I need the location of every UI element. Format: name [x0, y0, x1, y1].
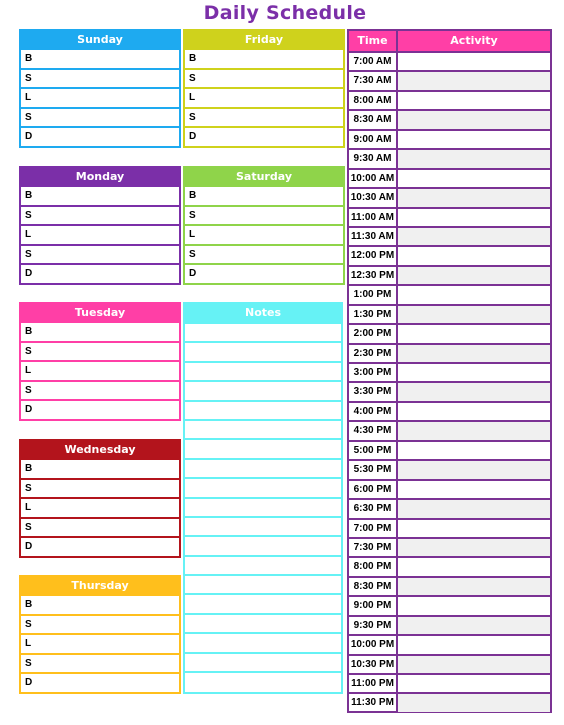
schedule-row — [349, 343, 550, 362]
activity-cell[interactable] — [398, 500, 550, 517]
meal-row-dinner[interactable]: D — [21, 126, 179, 146]
activity-cell[interactable] — [398, 92, 550, 109]
time-cell: 10:00 AM — [349, 170, 398, 187]
meal-row-snack[interactable]: S — [21, 380, 179, 400]
time-cell: 7:00 PM — [349, 520, 398, 537]
time-cell: 2:30 PM — [349, 345, 398, 362]
schedule-row — [349, 440, 550, 459]
meal-row-snack[interactable]: S — [21, 478, 179, 498]
schedule-row — [349, 615, 550, 634]
activity-cell[interactable] — [398, 383, 550, 400]
day-box-thursday — [19, 575, 181, 694]
notes-line[interactable] — [185, 438, 341, 457]
time-cell: 5:00 PM — [349, 442, 398, 459]
schedule-row — [349, 70, 550, 89]
meal-row-lunch[interactable]: L — [21, 360, 179, 380]
time-column-header: Time — [349, 31, 398, 51]
schedule-row — [349, 90, 550, 109]
schedule-row — [349, 51, 550, 70]
activity-cell[interactable] — [398, 228, 550, 245]
activity-cell[interactable] — [398, 461, 550, 478]
time-cell: 7:00 AM — [349, 53, 398, 70]
activity-cell[interactable] — [398, 247, 550, 264]
day-box-wednesday — [19, 439, 181, 558]
schedule-row — [349, 479, 550, 498]
time-cell: 12:00 PM — [349, 247, 398, 264]
schedule-table — [347, 29, 552, 713]
schedule-row — [349, 265, 550, 284]
time-cell: 3:30 PM — [349, 383, 398, 400]
meal-row-dinner[interactable]: D — [21, 536, 179, 556]
schedule-row — [349, 401, 550, 420]
notes-line[interactable] — [185, 419, 341, 438]
time-cell: 4:00 PM — [349, 403, 398, 420]
meal-row-breakfast[interactable]: B — [21, 321, 179, 341]
time-cell: 11:30 PM — [349, 694, 398, 711]
meal-row-dinner[interactable]: D — [21, 263, 179, 283]
activity-cell[interactable] — [398, 306, 550, 323]
time-cell: 11:00 AM — [349, 209, 398, 226]
time-cell: 10:30 AM — [349, 189, 398, 206]
notes-line[interactable] — [185, 380, 341, 399]
schedule-row — [349, 420, 550, 439]
schedule-row — [349, 518, 550, 537]
schedule-row — [349, 556, 550, 575]
activity-cell[interactable] — [398, 675, 550, 692]
meal-row-snack[interactable]: S — [21, 341, 179, 361]
schedule-row — [349, 207, 550, 226]
meal-row-breakfast[interactable]: B — [21, 594, 179, 614]
notes-line[interactable] — [185, 322, 341, 341]
time-cell: 11:30 AM — [349, 228, 398, 245]
notes-line[interactable] — [185, 632, 341, 651]
meal-row-lunch[interactable]: L — [185, 87, 343, 107]
schedule-row — [349, 498, 550, 517]
notes-line[interactable] — [185, 535, 341, 554]
notes-line[interactable] — [185, 671, 341, 690]
schedule-row — [349, 323, 550, 342]
time-cell: 1:30 PM — [349, 306, 398, 323]
meal-row-dinner[interactable]: D — [21, 672, 179, 692]
activity-cell[interactable] — [398, 150, 550, 167]
activity-cell[interactable] — [398, 520, 550, 537]
time-cell: 10:00 PM — [349, 636, 398, 653]
notes-header: Notes — [185, 304, 341, 322]
time-cell: 9:30 PM — [349, 617, 398, 634]
schedule-row — [349, 109, 550, 128]
page-title: Daily Schedule — [203, 2, 367, 24]
notes-line[interactable] — [185, 497, 341, 516]
notes-line[interactable] — [185, 516, 341, 535]
activity-cell[interactable] — [398, 286, 550, 303]
activity-cell[interactable] — [398, 617, 550, 634]
time-cell: 9:00 PM — [349, 597, 398, 614]
schedule-row — [349, 245, 550, 264]
activity-cell[interactable] — [398, 578, 550, 595]
day-box-friday — [183, 29, 345, 148]
activity-cell[interactable] — [398, 267, 550, 284]
day-box-saturday — [183, 166, 345, 285]
activity-cell[interactable] — [398, 558, 550, 575]
time-cell: 8:30 PM — [349, 578, 398, 595]
activity-cell[interactable] — [398, 481, 550, 498]
time-cell: 6:00 PM — [349, 481, 398, 498]
time-cell: 5:30 PM — [349, 461, 398, 478]
notes-line[interactable] — [185, 555, 341, 574]
activity-cell[interactable] — [398, 403, 550, 420]
schedule-row — [349, 362, 550, 381]
notes-line[interactable] — [185, 613, 341, 632]
meal-row-breakfast[interactable]: B — [21, 458, 179, 478]
meal-row-snack[interactable]: S — [21, 68, 179, 88]
time-cell: 6:30 PM — [349, 500, 398, 517]
activity-cell[interactable] — [398, 597, 550, 614]
activity-cell[interactable] — [398, 131, 550, 148]
schedule-row — [349, 381, 550, 400]
meal-row-dinner[interactable]: D — [185, 126, 343, 146]
time-cell: 7:30 AM — [349, 72, 398, 89]
day-header: Saturday — [185, 168, 343, 185]
time-cell: 8:00 PM — [349, 558, 398, 575]
schedule-row — [349, 459, 550, 478]
activity-column-header: Activity — [398, 31, 550, 51]
activity-cell[interactable] — [398, 53, 550, 70]
activity-cell[interactable] — [398, 656, 550, 673]
activity-cell[interactable] — [398, 422, 550, 439]
schedule-row — [349, 595, 550, 614]
day-header: Thursday — [21, 577, 179, 594]
meal-row-snack[interactable]: S — [185, 107, 343, 127]
meal-row-snack[interactable]: S — [21, 107, 179, 127]
time-cell: 4:30 PM — [349, 422, 398, 439]
meal-row-snack[interactable]: S — [185, 244, 343, 264]
meal-row-snack[interactable]: S — [21, 205, 179, 225]
meal-row-lunch[interactable]: L — [21, 633, 179, 653]
activity-cell[interactable] — [398, 72, 550, 89]
notes-line[interactable] — [185, 477, 341, 496]
schedule-row — [349, 634, 550, 653]
day-header: Friday — [185, 31, 343, 48]
schedule-row — [349, 304, 550, 323]
meal-row-breakfast[interactable]: B — [21, 48, 179, 68]
meal-row-lunch[interactable]: L — [21, 224, 179, 244]
notes-box[interactable] — [183, 302, 343, 694]
activity-cell[interactable] — [398, 694, 550, 711]
activity-cell[interactable] — [398, 325, 550, 342]
day-box-tuesday — [19, 302, 181, 421]
schedule-row — [349, 129, 550, 148]
time-cell: 3:00 PM — [349, 364, 398, 381]
schedule-row — [349, 576, 550, 595]
notes-line[interactable] — [185, 400, 341, 419]
meal-row-snack[interactable]: S — [21, 614, 179, 634]
meal-row-snack[interactable]: S — [185, 68, 343, 88]
day-header: Monday — [21, 168, 179, 185]
time-cell: 10:30 PM — [349, 656, 398, 673]
activity-cell[interactable] — [398, 209, 550, 226]
schedule-header-row — [349, 31, 550, 51]
notes-line[interactable] — [185, 458, 341, 477]
meal-row-lunch[interactable]: L — [185, 224, 343, 244]
activity-cell[interactable] — [398, 345, 550, 362]
activity-cell[interactable] — [398, 170, 550, 187]
notes-line[interactable] — [185, 574, 341, 593]
activity-cell[interactable] — [398, 364, 550, 381]
meal-row-lunch[interactable]: L — [21, 87, 179, 107]
meal-row-breakfast[interactable]: B — [185, 48, 343, 68]
time-cell: 8:30 AM — [349, 111, 398, 128]
activity-cell[interactable] — [398, 189, 550, 206]
notes-line[interactable] — [185, 652, 341, 671]
time-cell: 9:00 AM — [349, 131, 398, 148]
meal-row-dinner[interactable]: D — [185, 263, 343, 283]
schedule-row — [349, 284, 550, 303]
schedule-row — [349, 673, 550, 692]
day-header: Tuesday — [21, 304, 179, 321]
meal-row-snack[interactable]: S — [185, 205, 343, 225]
schedule-row — [349, 537, 550, 556]
notes-line[interactable] — [185, 361, 341, 380]
time-cell: 1:00 PM — [349, 286, 398, 303]
meal-row-snack[interactable]: S — [21, 653, 179, 673]
time-cell: 11:00 PM — [349, 675, 398, 692]
time-cell: 2:00 PM — [349, 325, 398, 342]
schedule-row — [349, 187, 550, 206]
day-header: Sunday — [21, 31, 179, 48]
notes-line[interactable] — [185, 593, 341, 612]
day-header: Wednesday — [21, 441, 179, 458]
schedule-row — [349, 654, 550, 673]
meal-row-lunch[interactable]: L — [21, 497, 179, 517]
activity-cell[interactable] — [398, 636, 550, 653]
activity-cell[interactable] — [398, 539, 550, 556]
time-cell: 8:00 AM — [349, 92, 398, 109]
time-cell: 12:30 PM — [349, 267, 398, 284]
schedule-row — [349, 226, 550, 245]
notes-line[interactable] — [185, 341, 341, 360]
activity-cell[interactable] — [398, 442, 550, 459]
meal-row-breakfast[interactable]: B — [185, 185, 343, 205]
meal-row-snack[interactable]: S — [21, 517, 179, 537]
schedule-row — [349, 168, 550, 187]
meal-row-dinner[interactable]: D — [21, 399, 179, 419]
time-cell: 9:30 AM — [349, 150, 398, 167]
meal-row-snack[interactable]: S — [21, 244, 179, 264]
time-cell: 7:30 PM — [349, 539, 398, 556]
activity-cell[interactable] — [398, 111, 550, 128]
meal-row-breakfast[interactable]: B — [21, 185, 179, 205]
day-box-sunday — [19, 29, 181, 148]
schedule-row — [349, 148, 550, 167]
schedule-row — [349, 692, 550, 711]
day-box-monday — [19, 166, 181, 285]
